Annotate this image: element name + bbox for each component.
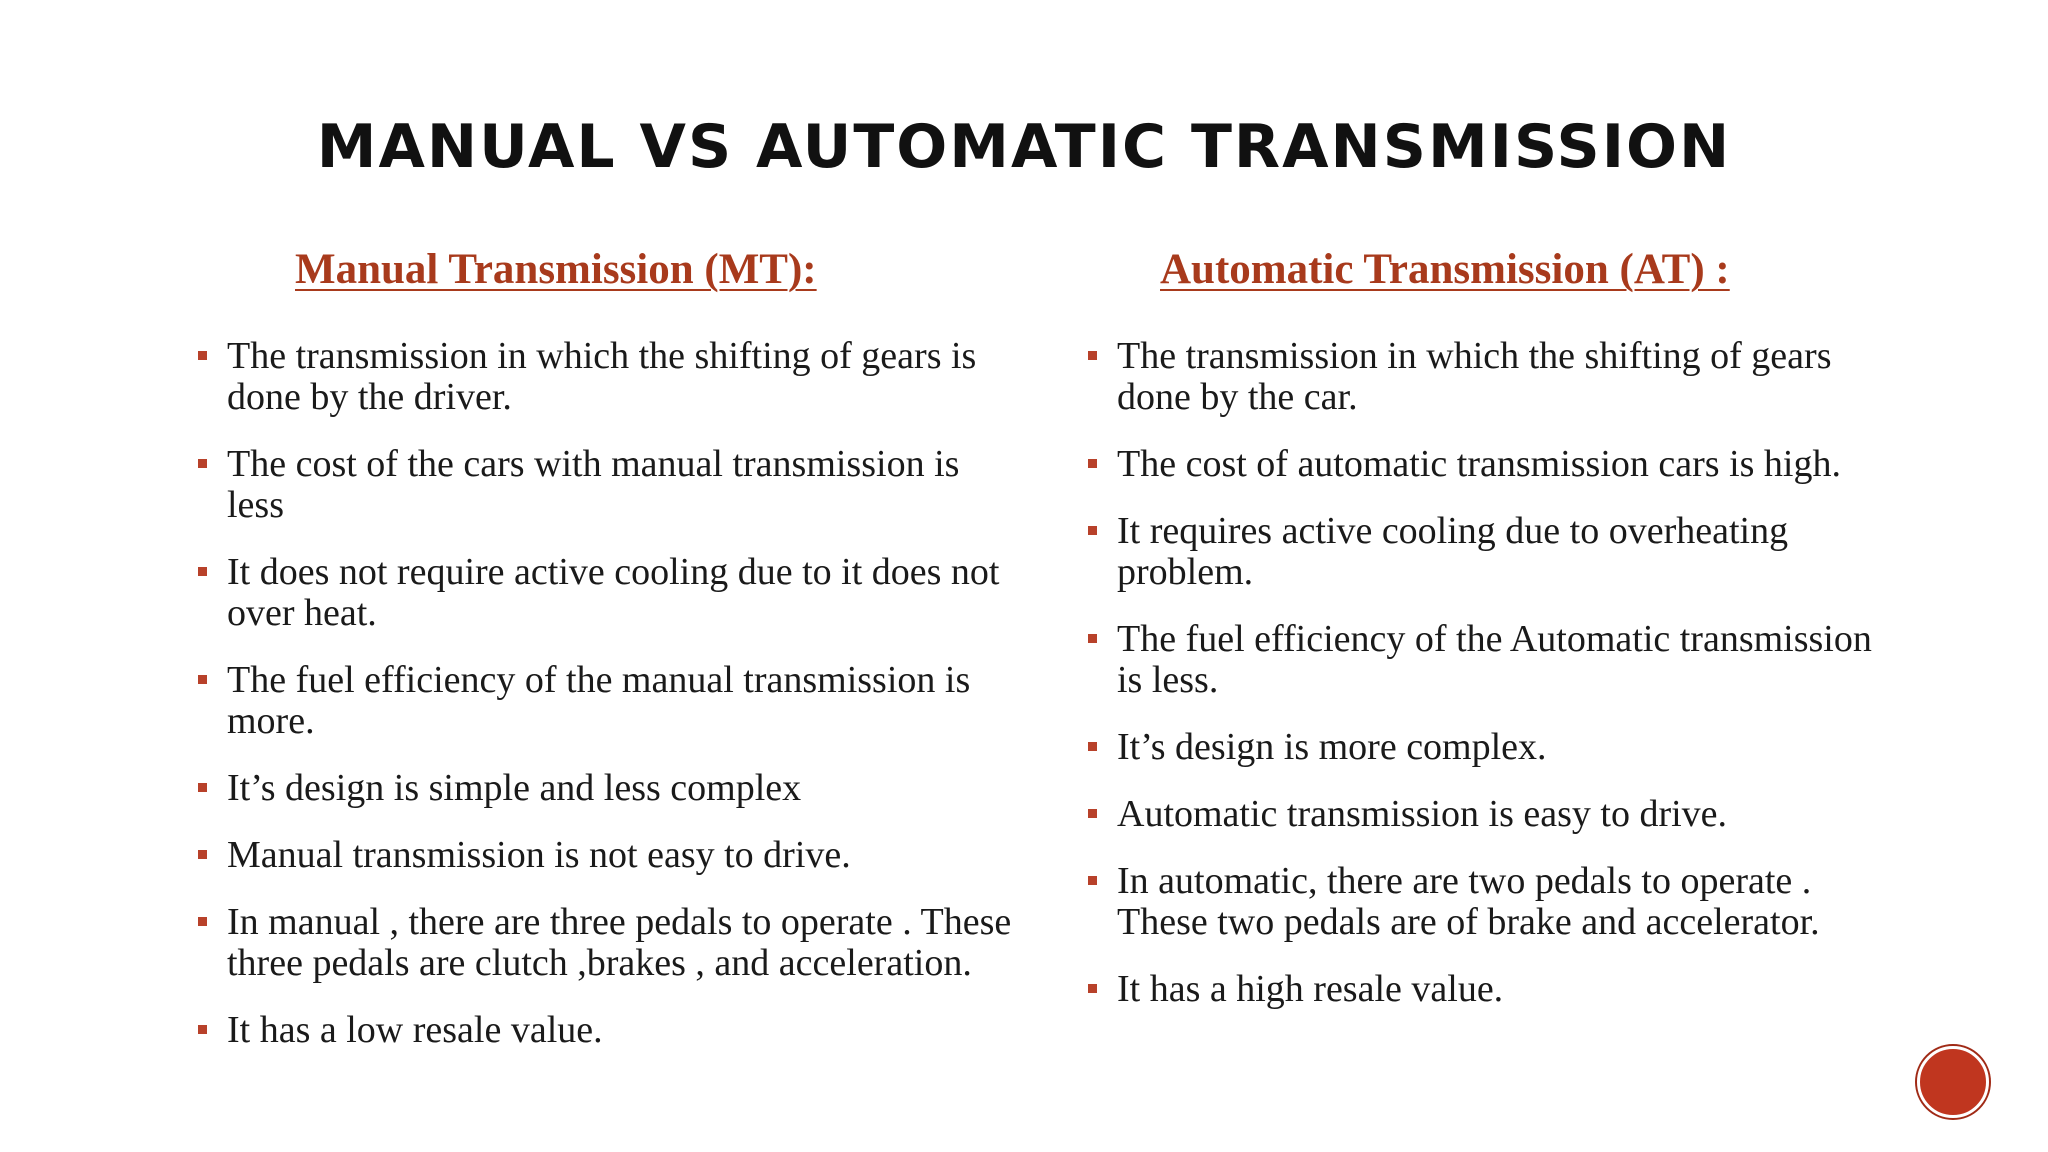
slide-title: MANUAL VS AUTOMATIC TRANSMISSION [316, 112, 1732, 182]
square-bullet-icon [198, 783, 207, 792]
square-bullet-icon [1088, 742, 1097, 751]
list-item [1085, 444, 1905, 485]
bullet-text: It does not require active cooling due to it does not over heat. [227, 551, 1000, 634]
bullet-text: It’s design is simple and less complex [227, 767, 802, 809]
square-bullet-icon [198, 675, 207, 684]
bullet-text: The cost of automatic transmission cars is high. [1117, 443, 1841, 485]
list-item [195, 768, 1015, 809]
square-bullet-icon [1088, 459, 1097, 468]
square-bullet-icon [198, 459, 207, 468]
bullet-text: The fuel efficiency of the manual transmission is more. [227, 659, 971, 742]
bullet-text: It’s design is more complex. [1117, 726, 1547, 768]
automatic-bullet-list [1085, 336, 1905, 1010]
slide-nav-button[interactable] [1917, 1046, 1989, 1118]
list-item [195, 1010, 1015, 1051]
bullet-text: In automatic, there are two pedals to operate . These two pedals are of brake and accelerator. [1117, 860, 1820, 943]
square-bullet-icon [1088, 984, 1097, 993]
list-item [195, 552, 1015, 634]
square-bullet-icon [198, 850, 207, 859]
list-item [1085, 511, 1905, 593]
bullet-text: It requires active cooling due to overheating problem. [1117, 510, 1789, 593]
square-bullet-icon [1088, 634, 1097, 643]
bullet-text: The transmission in which the shifting of gears is done by the driver. [227, 335, 977, 418]
bullet-text: The fuel efficiency of the Automatic transmission is less. [1117, 618, 1872, 701]
manual-bullet-list [195, 336, 1015, 1051]
square-bullet-icon [1088, 526, 1097, 535]
bullet-text: Automatic transmission is easy to drive. [1117, 793, 1728, 835]
list-item [1085, 969, 1905, 1010]
list-item [195, 835, 1015, 876]
list-item [1085, 794, 1905, 835]
list-item [1085, 336, 1905, 418]
list-item [195, 660, 1015, 742]
square-bullet-icon [1088, 876, 1097, 885]
list-item [195, 902, 1015, 984]
bullet-text: The cost of the cars with manual transmission is less [227, 443, 960, 526]
list-item [1085, 861, 1905, 943]
square-bullet-icon [198, 351, 207, 360]
bullet-text: It has a low resale value. [227, 1009, 603, 1051]
manual-heading: Manual Transmission (MT): [295, 246, 817, 293]
list-item [195, 336, 1015, 418]
square-bullet-icon [1088, 809, 1097, 818]
square-bullet-icon [198, 1025, 207, 1034]
automatic-heading: Automatic Transmission (AT) : [1160, 246, 1730, 293]
bullet-text: It has a high resale value. [1117, 968, 1504, 1010]
automatic-column [1085, 245, 1905, 1036]
bullet-text: The transmission in which the shifting of gears done by the car. [1117, 335, 1832, 418]
square-bullet-icon [198, 917, 207, 926]
square-bullet-icon [198, 567, 207, 576]
manual-column [195, 245, 1015, 1077]
bullet-text: In manual , there are three pedals to operate . These three pedals are clutch ,brakes , and acceleration. [227, 901, 1012, 984]
bullet-text: Manual transmission is not easy to drive. [227, 834, 851, 876]
list-item [1085, 619, 1905, 701]
list-item [195, 444, 1015, 526]
list-item [1085, 727, 1905, 768]
square-bullet-icon [1088, 351, 1097, 360]
